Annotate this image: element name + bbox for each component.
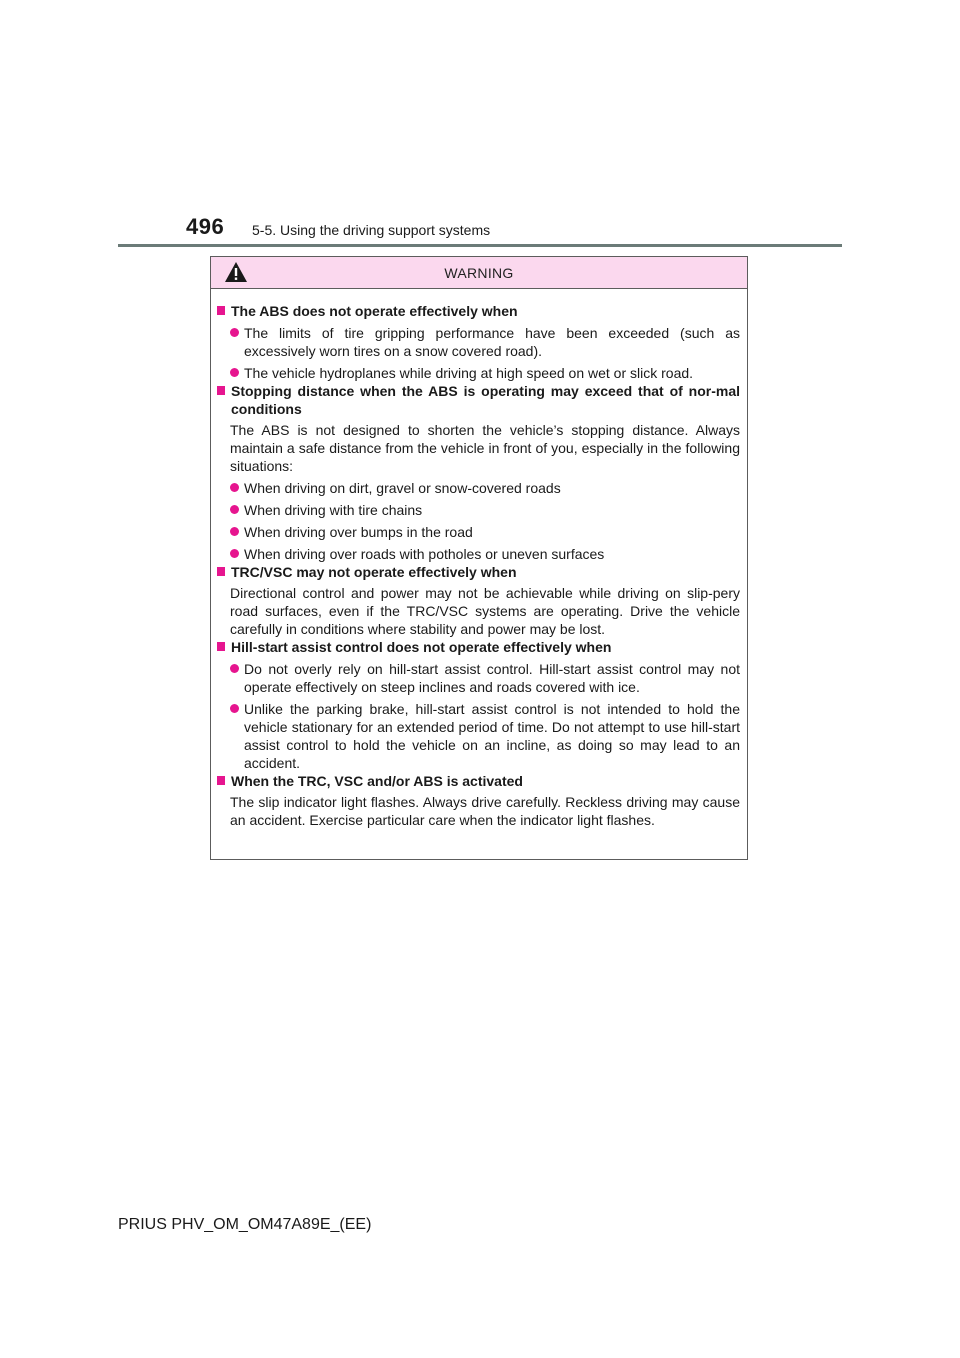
warning-box (210, 256, 748, 860)
list-item-text: The limits of tire gripping performance have been exceeded (such as excessively worn tires on a snow covered road). (244, 325, 740, 359)
section-heading (216, 638, 740, 656)
list-item (230, 700, 740, 772)
list-item (230, 523, 740, 541)
page-number: 496 (186, 214, 225, 239)
square-bullet-icon (217, 776, 225, 785)
warning-triangle-icon (224, 261, 248, 283)
list-item (230, 324, 740, 360)
list-item-text: Do not overly rely on hill-start assist control. Hill-start assist control may not operate effectively on steep inclines and roads covered with ice. (244, 661, 740, 695)
warning-section (216, 563, 740, 638)
square-bullet-icon (217, 642, 225, 651)
circle-bullet-icon (230, 549, 239, 558)
section-paragraph: The slip indicator light flashes. Always drive carefully. Reckless driving may cause an accident. Exercise particular care when the indicator light flashes. (230, 794, 740, 828)
circle-bullet-icon (230, 483, 239, 492)
warning-section (216, 638, 740, 772)
section-paragraph: Directional control and power may not be achievable while driving on slip-pery road surfaces, even if the TRC/VSC systems are operating. Drive the vehicle carefully in conditions where stability and power may be lost. (230, 585, 740, 637)
square-bullet-icon (217, 567, 225, 576)
section-heading-text: When the TRC, VSC and/or ABS is activated (231, 773, 523, 789)
warning-section (216, 302, 740, 382)
section-heading (216, 772, 740, 790)
circle-bullet-icon (230, 505, 239, 514)
section-title: 5-5. Using the driving support systems (252, 222, 491, 238)
section-heading (216, 563, 740, 581)
warning-section (216, 772, 740, 829)
square-bullet-icon (217, 306, 225, 315)
list-item-text: When driving over roads with potholes or uneven surfaces (244, 546, 605, 562)
circle-bullet-icon (230, 664, 239, 673)
footer-model-code: PRIUS PHV_OM_OM47A89E_(EE) (118, 1216, 372, 1233)
square-bullet-icon (217, 386, 225, 395)
warning-body (211, 289, 747, 829)
circle-bullet-icon (230, 368, 239, 377)
section-heading-text: Hill-start assist control does not operate effectively when (231, 639, 612, 655)
section-heading (216, 382, 740, 418)
circle-bullet-icon (230, 704, 239, 713)
list-item-text: When driving with tire chains (244, 502, 423, 518)
list-item (230, 545, 740, 563)
list-item-text: Unlike the parking brake, hill-start assist control is not intended to hold the vehicle stationary for an extended period of time. Do not attempt to use hill-start assist control to hold the vehicle on an incline, as doing so may lead to an accident. (244, 701, 740, 771)
section-heading (216, 302, 740, 320)
warning-header (211, 257, 747, 289)
warning-section (216, 382, 740, 563)
section-paragraph: The ABS is not designed to shorten the vehicle’s stopping distance. Always maintain a safe distance from the vehicle in front of you, especially in the following situations: (230, 422, 740, 474)
page-header (0, 0, 960, 250)
section-heading-text: The ABS does not operate effectively when (231, 303, 518, 319)
section-heading-text: Stopping distance when the ABS is operating may exceed that of nor-mal conditions (231, 383, 740, 417)
list-item (230, 660, 740, 696)
list-item (230, 479, 740, 497)
list-item-text: When driving on dirt, gravel or snow-covered roads (244, 480, 561, 496)
list-item (230, 501, 740, 519)
header-divider (118, 244, 842, 247)
circle-bullet-icon (230, 328, 239, 337)
list-item (230, 364, 740, 382)
list-item-text: The vehicle hydroplanes while driving at high speed on wet or slick road. (244, 365, 694, 381)
circle-bullet-icon (230, 527, 239, 536)
warning-label: WARNING (444, 264, 514, 281)
list-item-text: When driving over bumps in the road (244, 524, 473, 540)
section-heading-text: TRC/VSC may not operate effectively when (231, 564, 517, 580)
